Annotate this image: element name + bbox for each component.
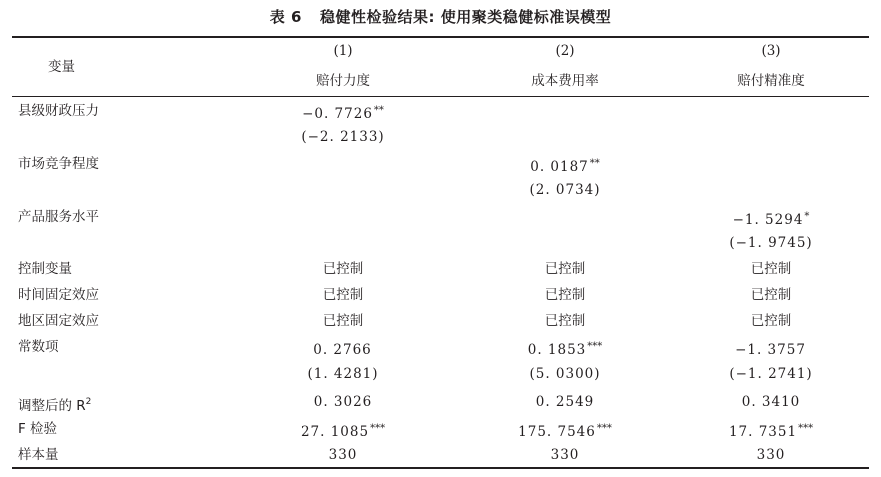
region-fe-c1: 已控制 (322, 313, 364, 329)
header-col3-name: 赔付精准度 (737, 73, 805, 89)
coef-market-comp-c2: 0. 0187** (530, 158, 600, 175)
sig-county-fiscal-c1: ** (373, 105, 384, 116)
tstat-constant-c1: (1. 4281) (307, 366, 379, 382)
row-label-sample: 样本量 (18, 447, 59, 463)
time-fe-c2: 已控制 (544, 287, 586, 303)
row-label-product-service: 产品服务水平 (18, 209, 99, 225)
coef-constant-c2: 0. 1853*** (527, 341, 603, 358)
row-label-constant: 常数项 (18, 339, 59, 355)
r2-superscript: 2 (85, 397, 92, 407)
controls-c3: 已控制 (750, 261, 792, 277)
tstat-market-comp-c2: (2. 0734) (529, 182, 601, 198)
row-label-county-fiscal: 县级财政压力 (18, 103, 99, 119)
row-label-region-fe: 地区固定效应 (18, 313, 99, 329)
row-label-controls: 控制变量 (18, 261, 72, 277)
adj-r2-c3: 0. 3410 (741, 394, 801, 410)
tstat-product-service-c3: (−1. 9745) (729, 235, 813, 251)
bottom-rule (12, 467, 869, 469)
row-label-f-test: F 检验 (18, 421, 58, 437)
coef-county-fiscal-c1: −0. 7726** (302, 105, 384, 122)
adj-r2-c1: 0. 3026 (313, 394, 373, 410)
header-col3-number: (3) (761, 43, 781, 59)
f-test-c3: 17. 7351*** (728, 423, 814, 440)
header-col1-name: 赔付力度 (316, 73, 370, 89)
tstat-constant-c3: (−1. 2741) (729, 366, 813, 382)
controls-c1: 已控制 (322, 261, 364, 277)
controls-c2: 已控制 (544, 261, 586, 277)
time-fe-c3: 已控制 (750, 287, 792, 303)
coef-constant-c3: −1. 3757 (735, 342, 806, 358)
header-variable: 变量 (48, 59, 75, 75)
coef-product-service-c3: −1. 5294* (732, 211, 810, 228)
sample-c3: 330 (756, 447, 786, 463)
region-fe-c3: 已控制 (750, 313, 792, 329)
header-rule (12, 96, 869, 97)
sample-c1: 330 (328, 447, 358, 463)
adj-r2-c2: 0. 2549 (535, 394, 595, 410)
region-fe-c2: 已控制 (544, 313, 586, 329)
table-number: 表 6 (269, 8, 302, 26)
sample-c2: 330 (550, 447, 580, 463)
row-label-market-comp: 市场竞争程度 (18, 156, 99, 172)
header-col2-name: 成本费用率 (531, 73, 599, 89)
sig-product-service-c3: * (804, 211, 810, 222)
top-rule (12, 36, 869, 38)
coef-constant-c1: 0. 2766 (313, 342, 372, 358)
sig-market-comp-c2: ** (589, 158, 600, 169)
header-col2-number: (2) (555, 43, 575, 59)
row-label-time-fe: 时间固定效应 (18, 287, 99, 303)
sig-constant-c2: *** (587, 341, 603, 352)
tstat-constant-c2: (5. 0300) (529, 366, 601, 382)
f-test-c1: 27. 1085*** (300, 423, 386, 440)
table-title: 稳健性检验结果: 使用聚类稳健标准误模型 (319, 8, 612, 26)
f-test-c2: 175. 7546*** (518, 423, 612, 440)
time-fe-c1: 已控制 (322, 287, 364, 303)
header-col1-number: (1) (333, 43, 353, 59)
tstat-county-fiscal-c1: (−2. 2133) (301, 129, 385, 145)
row-label-adj-r2: 调整后的 $R^2$ (18, 397, 92, 414)
table-caption (0, 6, 881, 28)
